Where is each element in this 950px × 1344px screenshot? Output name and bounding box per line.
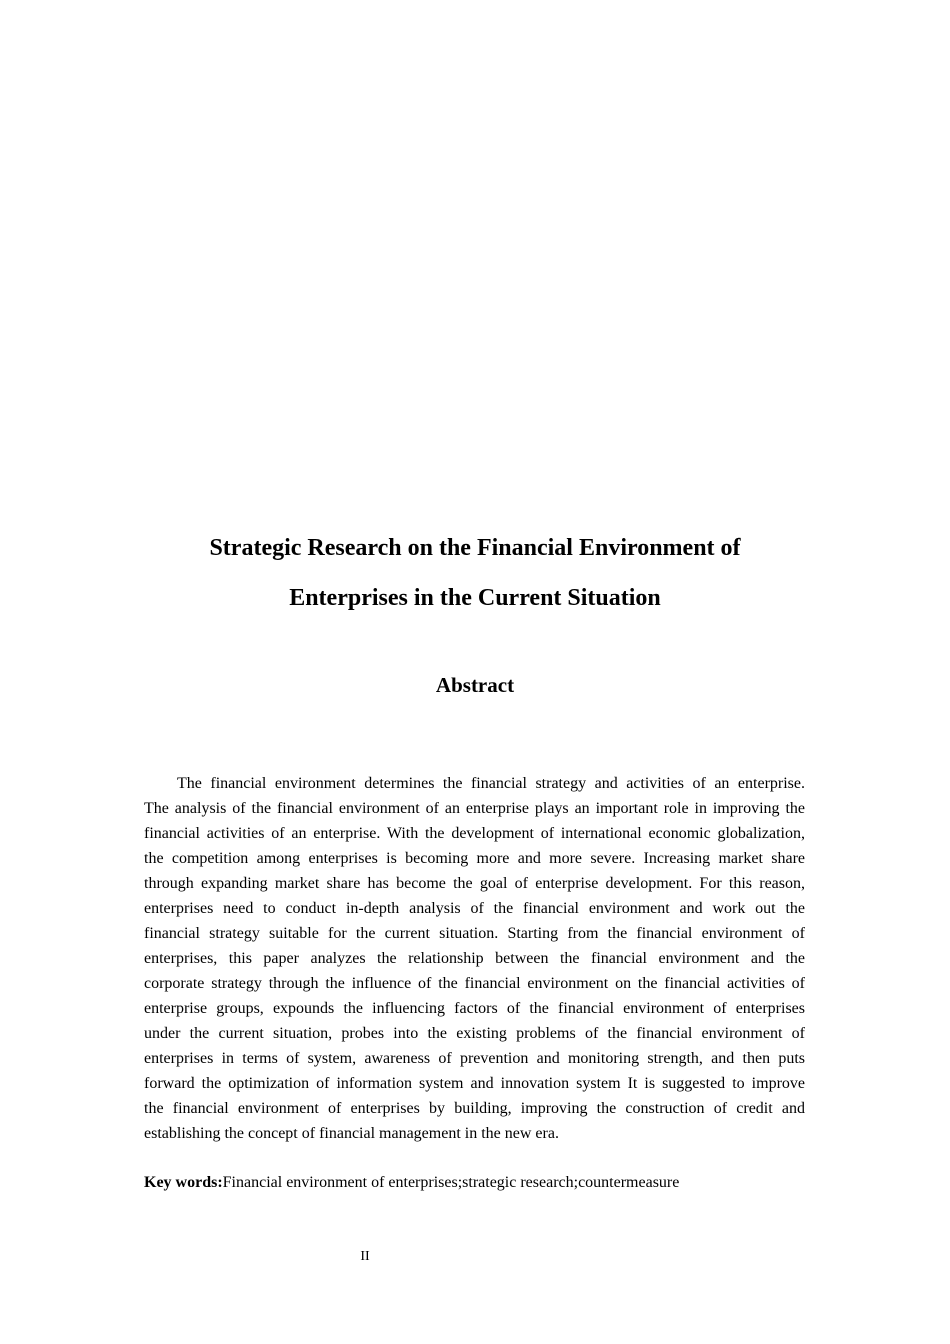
abstract-paragraph [144, 771, 805, 1146]
abstract-line: The analysis of the financial environment of an enterprise plays an important role in improving the [144, 800, 805, 817]
abstract-line: enterprises need to conduct in-depth analysis of the financial environment and work out the [144, 900, 805, 917]
abstract-line: forward the optimization of information system and innovation system It is suggested to improve [144, 1075, 805, 1092]
page-number: II [360, 1249, 370, 1264]
abstract-heading: Abstract [435, 673, 515, 697]
abstract-line: corporate strategy through the influence of the financial environment on the financial activities of [144, 975, 805, 992]
abstract-line: financial activities of an enterprise. With the development of international economic globalization, [144, 825, 805, 842]
abstract-line: through expanding market share has become the goal of enterprise development. For this reason, [144, 875, 805, 892]
abstract-line: establishing the concept of financial management in the new era. [144, 1125, 559, 1142]
abstract-line: The financial environment determines the financial strategy and activities of an enterprise. [177, 775, 805, 792]
keywords-text: Financial environment of enterprises;strategic research;countermeasure [222, 1174, 680, 1191]
keywords [144, 1170, 805, 1195]
paper-title-line-1: Strategic Research on the Financial Environment of [209, 535, 741, 561]
abstract-line: under the current situation, probes into the existing problems of the financial environment of [144, 1025, 805, 1042]
abstract-line: the competition among enterprises is becoming more and more severe. Increasing market share [144, 850, 805, 867]
abstract-line: enterprises in terms of system, awareness of prevention and monitoring strength, and then puts [144, 1050, 805, 1067]
abstract-line: financial strategy suitable for the current situation. Starting from the financial environment of [144, 925, 805, 942]
abstract-line: the financial environment of enterprises by building, improving the construction of credit and [144, 1100, 805, 1117]
keywords-label: Key words: [144, 1174, 223, 1191]
paper-title-line-2: Enterprises in the Current Situation [289, 585, 661, 611]
abstract-line: enterprises, this paper analyzes the relationship between the financial environment and the [144, 950, 805, 967]
abstract-line: enterprise groups, expounds the influencing factors of the financial environment of enterprises [144, 1000, 805, 1017]
